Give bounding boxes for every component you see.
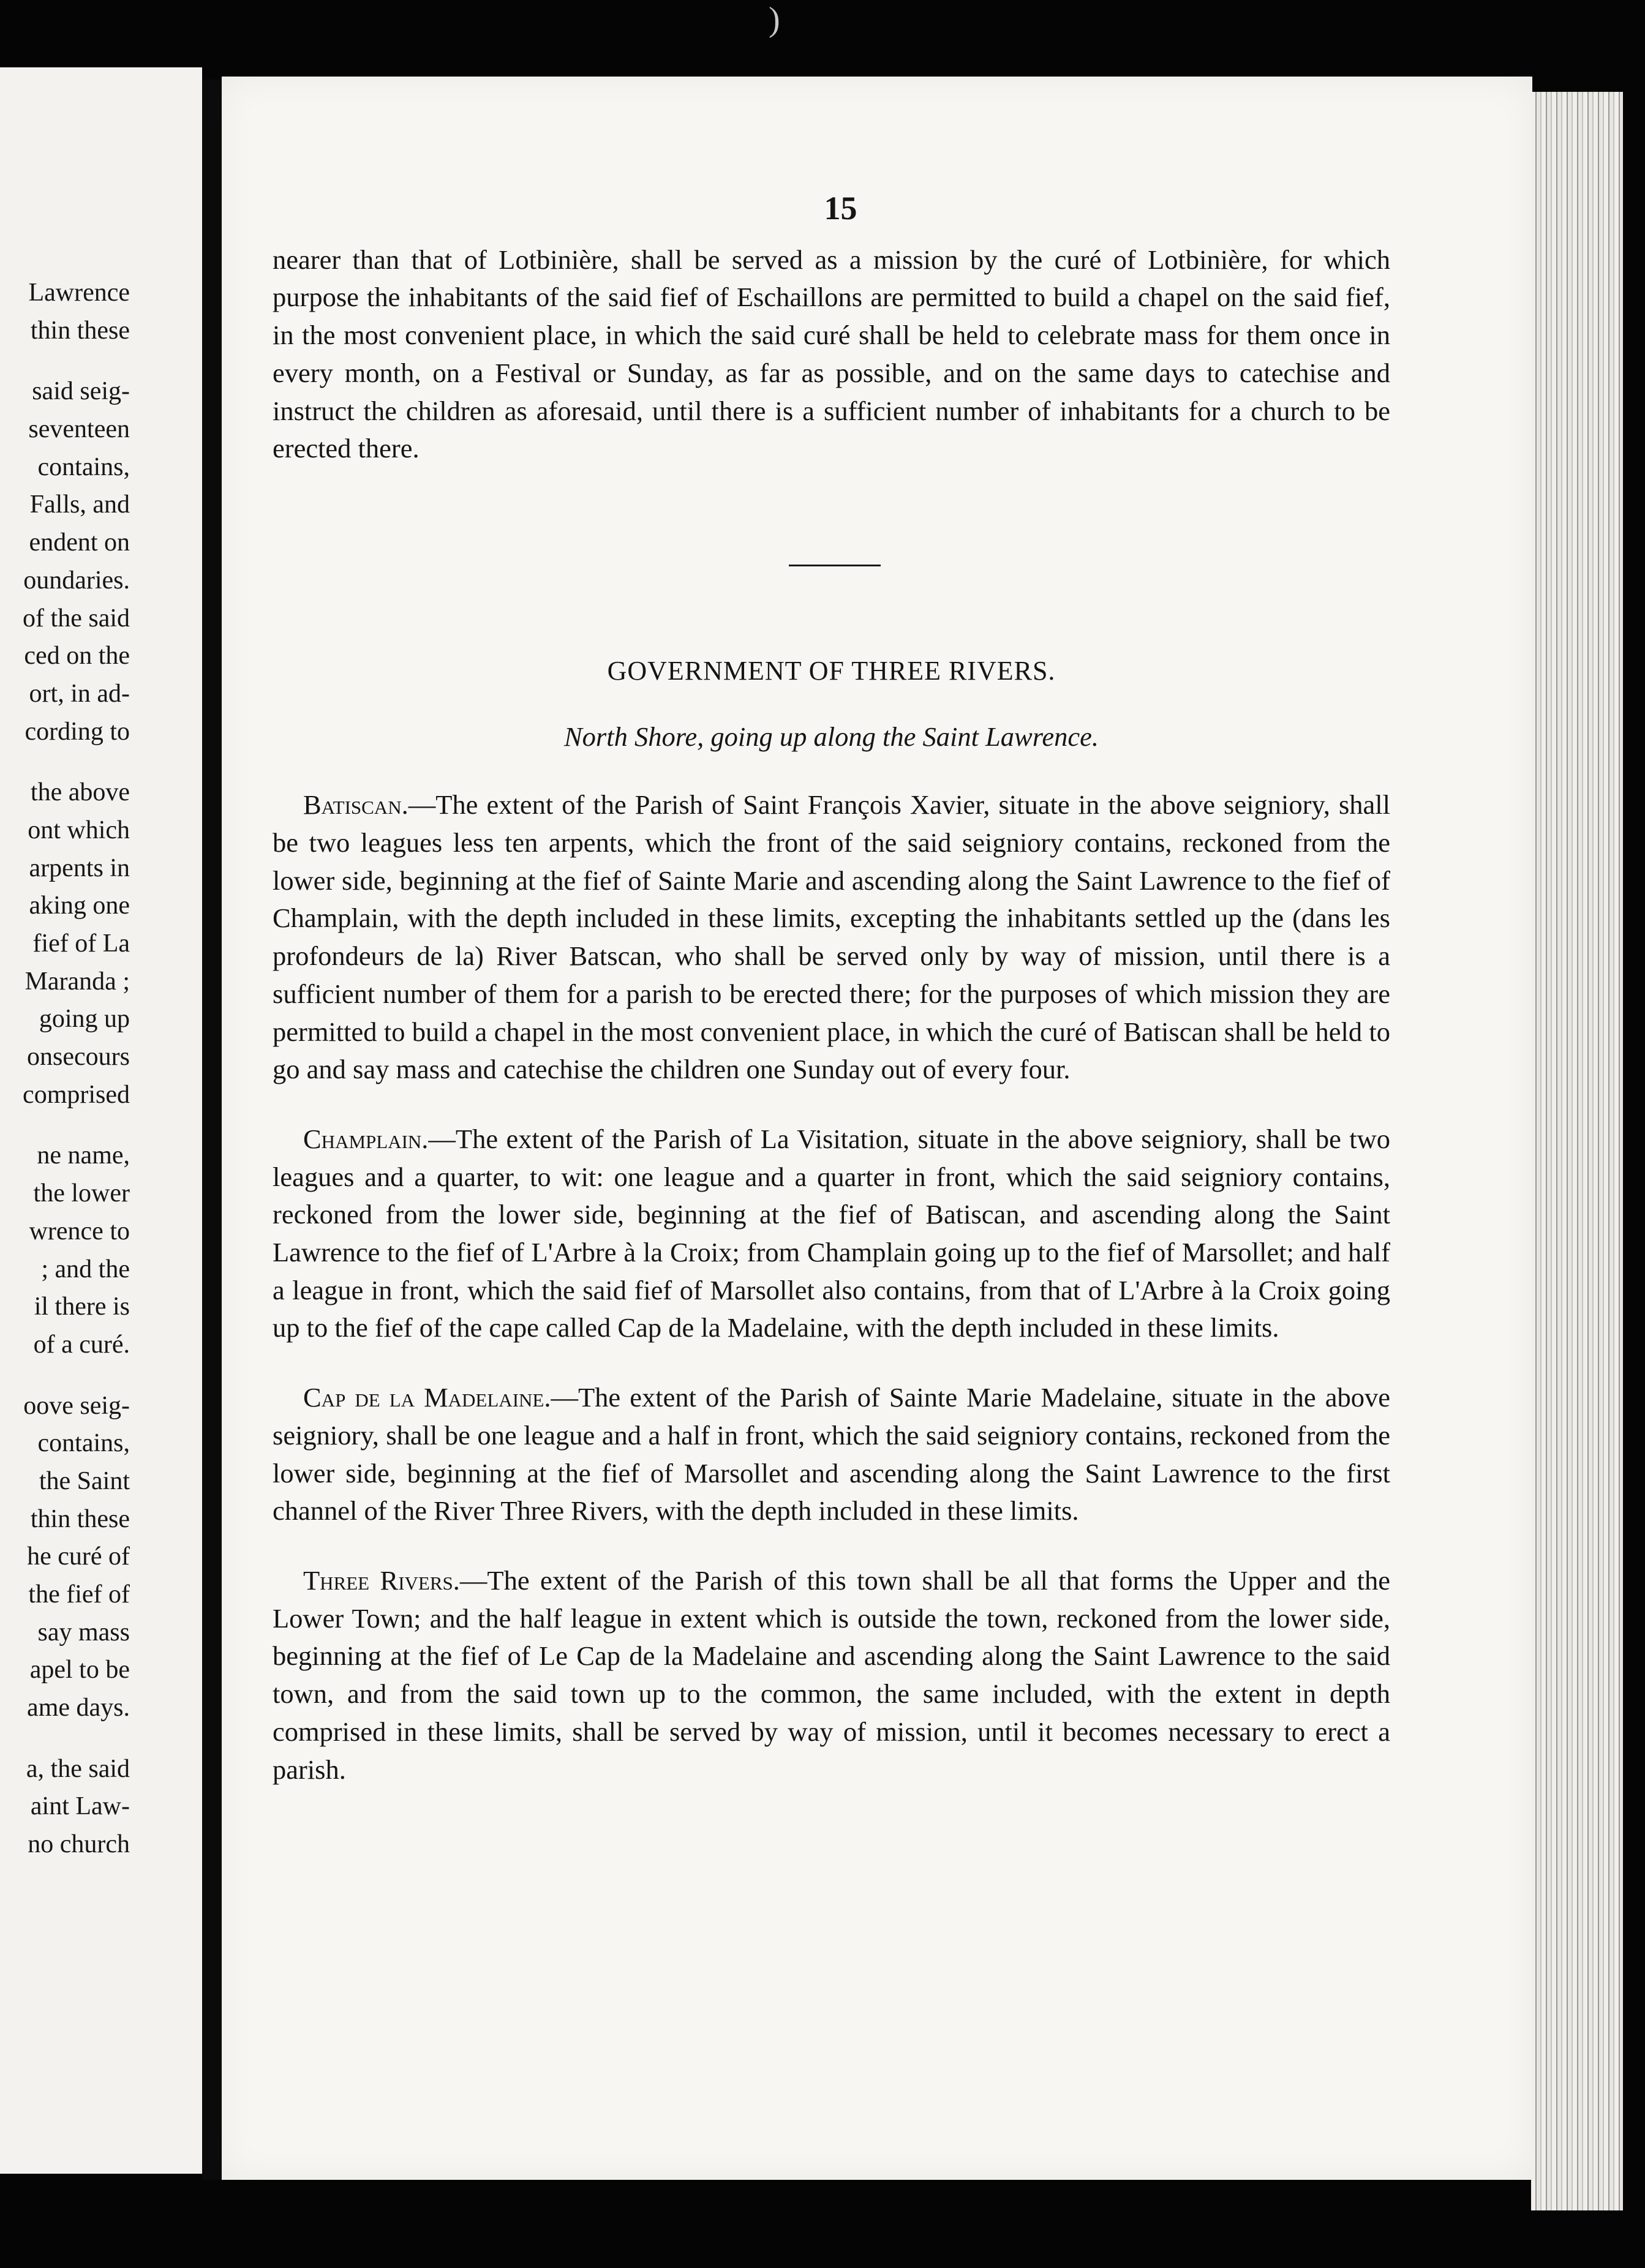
left-page-line: ced on the [24,642,130,670]
left-page-line: ort, in ad- [29,679,130,708]
left-page-line: the above [30,778,130,807]
left-page-line: going up [39,1005,130,1034]
left-page-line: apel to be [29,1656,130,1684]
section-heading: GOVERNMENT OF THREE RIVERS. [607,655,1056,686]
entry-text: —The extent of the Parish of La Visitation, situate in the above seigniory, shall be two leagues and a quarter, to wit: one league and a quarter in front, which the said seigniory contains, reckoned from the lower side, beginning at the fief of Batiscan, and ascending along the Saint Lawrence to the fief of L'Arbre à la Croix; from Champlain going up to the fief of Marsollet; and half a league in front, which the said fief of Marsollet also contains, from that of L'Arbre à la Croix going up to the fief of the cape called Cap de la Madelaine, with the depth included in these limits. [273,1123,1390,1343]
left-page-line: arpents in [29,854,130,882]
left-page-line [23,1727,130,1751]
intro-paragraph: nearer than that of Lotbinière, shall be served as a mission by the curé of Lotbinière, for which purpose the inhabitants of the said fief of Eschaillons are permitted to build a chapel on the said fief, in the most convenient place, in which the said curé shall be held to celebrate mass for them once in every month, on a Festival or Sunday, as far as possible, and on the same days to catechise and instruct the children as aforesaid, until there is a sufficient number of inhabitants for a church to be erected there. [273,244,1390,464]
section-divider [789,565,881,566]
left-page-line: contains, [37,1429,130,1458]
page-content [273,190,1390,1789]
left-page-line: aking one [29,892,130,920]
left-page-line: oove seig- [23,1391,130,1420]
entry-title: Three Rivers. [303,1564,460,1596]
entry-title: Batiscan. [303,789,408,820]
entry-text: —The extent of the Parish of Sainte Marie Madelaine, situate in the above seigniory, shall be one league and a half in front, which the said seigniory contains, reckoned from the lower side, beginning at the fief of Marsollet and ascending along the Saint Lawrence to the first channel of the River Three Rivers, with the depth included in these limits. [273,1382,1390,1526]
entry-text: —The extent of the Parish of this town shall be all that forms the Upper and the Lower Town; and the half league in extent which is outside the town, reckoned from the lower side, beginning at the fief of Le Cap de la Madelaine and ascending along the Saint Lawrence to the said town, and from the said town up to the common, the same included, with the extent in depth comprised in these limits, shall be served by way of mission, until it becomes necessary to erect a parish. [273,1564,1390,1785]
entry-cap-de-la-madelaine [273,1379,1390,1530]
left-page-line: comprised [23,1080,130,1109]
section-subheading: North Shore, going up along the Saint Lawrence. [563,721,1099,752]
entry-batiscan [273,786,1390,1089]
left-page-line: Maranda ; [24,967,130,996]
left-page-line: ame days. [27,1694,130,1722]
left-page-line: seventeen [28,415,130,444]
entry-title: Champlain. [303,1123,429,1154]
left-page-line [23,751,130,774]
entry-title: Cap de la Madelaine. [303,1382,551,1413]
left-page-line: oundaries. [23,566,130,595]
left-page-line: ne name, [37,1141,130,1170]
page-top-mark: ) [769,1,780,39]
left-page-line: aint Law- [30,1792,130,1821]
left-page-line: of a curé. [33,1330,130,1359]
left-page-line: il there is [34,1293,130,1321]
book-gutter [202,80,222,2180]
left-page-line: fief of La [32,929,130,958]
left-page-line: a, the said [26,1754,130,1783]
left-page-line: endent on [29,528,130,557]
left-page-line: the lower [33,1179,130,1208]
left-page-line [23,1364,130,1387]
left-page-line: wrence to [29,1217,130,1245]
entry-three-rivers [273,1562,1390,1789]
left-page-line: the Saint [39,1466,130,1495]
left-page-line [23,350,130,373]
page-number: 15 [824,190,857,227]
left-page-line: cording to [24,717,130,746]
book-page-edges [1531,92,1623,2210]
entry-text: —The extent of the Parish of Saint François Xavier, situate in the above seigniory, shall be two leagues less ten arpents, which the front of the said seigniory contains, reckoned from the lower side, beginning at the fief of Sainte Marie and ascending along the Saint Lawrence to the fief of Champlain, with the depth included in these limits, excepting the inhabitants settled up the (dans les profondeurs de la) River Batscan, who shall be served only by way of mission, until there is a sufficient number of them for a parish to be erected there; for the purposes of which mission they are permitted to build a chapel in the most convenient place, in which the curé of Batiscan shall be held to go and say mass and catechise the children one Sunday out of every four. [273,789,1390,1085]
left-page-line: contains, [37,452,130,481]
left-page-line: ; and the [41,1255,130,1283]
left-page-line: he curé of [27,1542,130,1571]
left-page-line: thin these [30,316,130,345]
left-page-line: say mass [37,1618,130,1647]
left-page-line: Falls, and [29,490,130,519]
left-page-line: thin these [30,1504,130,1533]
left-page-line: the fief of [28,1580,130,1609]
left-page-line [23,1114,130,1137]
left-page-line: of the said [23,604,130,633]
left-page-text-column [23,274,130,1864]
left-facing-page [0,67,202,2174]
left-page-line: ont which [28,816,130,844]
left-page-line: said seig- [32,377,130,406]
left-page-line: onsecours [27,1043,130,1072]
left-page-line: no church [28,1830,130,1859]
entry-champlain [273,1121,1390,1347]
left-page-line: Lawrence [28,279,130,307]
